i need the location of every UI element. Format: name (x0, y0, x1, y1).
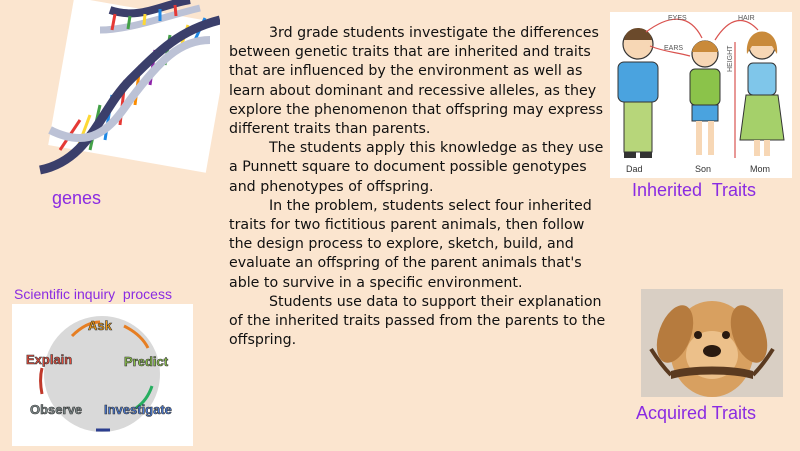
ears-label: EARS (664, 45, 684, 52)
investigate-step: Investigate (104, 402, 172, 417)
explain-step: Explain (26, 352, 73, 367)
predict-step: Predict (124, 354, 169, 369)
paragraph-3: In the problem, students select four inherited traits for two fictitious parent animals, then follow the design process to explore, sketch, build, and evaluate an offspring of the parent animals that's able to survive in a specific environment. (229, 197, 592, 291)
paragraph-2: The students apply this knowledge as they use a Punnett square to document possible genotypes and phenotypes of offspring. (229, 140, 604, 195)
dog-photo (641, 289, 783, 397)
family-traits-image (610, 12, 792, 178)
inquiry-cycle-image (12, 304, 193, 446)
paragraph-4: Students use data to support their explanation of the inherited traits passed from the parents to the offspring. (229, 293, 606, 349)
eyes-label: EYES (668, 15, 687, 22)
observe-step: Observe (30, 402, 83, 417)
mom-label: Mom (750, 164, 770, 174)
son-label: Son (695, 164, 712, 174)
height-label: HEIGHT (727, 45, 734, 72)
dna-helix-image (20, 0, 220, 185)
slide-body-text (229, 24, 609, 350)
ask-step: Ask (88, 318, 112, 333)
dad-label: Dad (626, 164, 643, 174)
acquired-traits-caption: Acquired Traits (636, 403, 757, 423)
inherited-traits-caption: Inherited Traits (632, 180, 757, 200)
genes-caption: genes (52, 188, 102, 208)
paragraph-1: 3rd grade students investigate the differences between genetic traits that are inherited and traits that are influenced by the environment as well as learn about dominant and recessive alleles, as they explore the phenomenon that offspring may express different traits than parents. (229, 25, 603, 138)
inquiry-process-caption: Scientific inquiry process (14, 286, 172, 302)
hair-label: HAIR (738, 15, 755, 22)
